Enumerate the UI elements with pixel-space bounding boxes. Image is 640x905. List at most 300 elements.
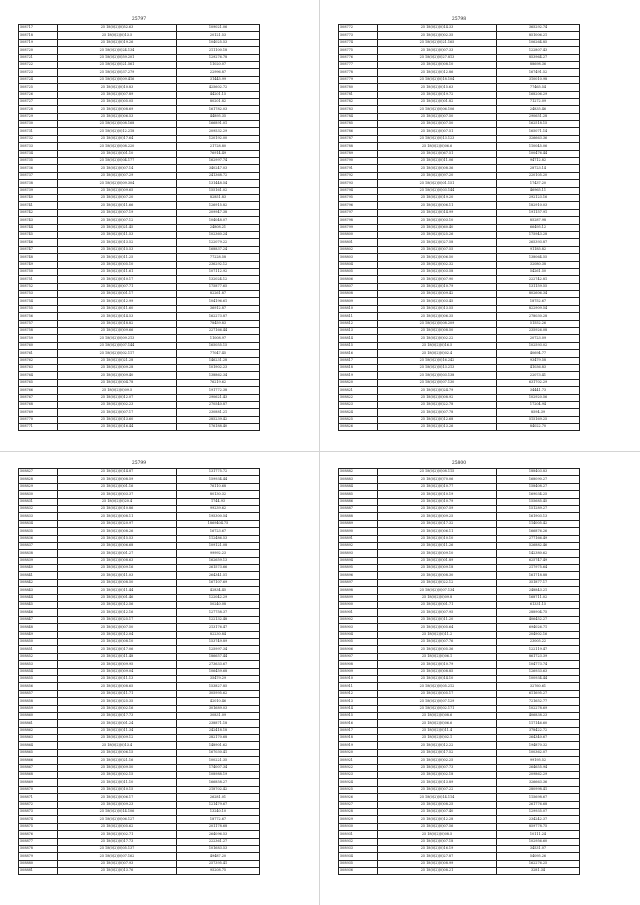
table-row xyxy=(19,268,260,275)
amount-cell: 18772.67 xyxy=(177,816,260,823)
table-row xyxy=(339,98,580,105)
table-row xyxy=(19,194,260,201)
record-number-cell: 508768 xyxy=(19,401,58,408)
record-number-cell: 508906 xyxy=(339,646,378,653)
amount-cell: 861723.39 xyxy=(497,653,580,660)
record-number-cell: 508927 xyxy=(339,801,378,808)
table-row xyxy=(19,172,260,179)
code-cell: 25 18(0(2)(0)14.10 xyxy=(378,675,497,682)
record-number-cell: 508780 xyxy=(339,84,378,91)
amount-cell: 122042.29 xyxy=(177,594,260,601)
code-cell: 25 18(0(2)(0)25.35 xyxy=(58,698,177,705)
record-number-cell: 508883 xyxy=(339,476,378,483)
amount-cell: 129935.07 xyxy=(497,808,580,815)
amount-cell: 17437.20 xyxy=(497,180,580,187)
table-row xyxy=(339,25,580,32)
table-row xyxy=(19,602,260,609)
code-cell: 25 18(0(2)(0)21.16 xyxy=(58,757,177,764)
code-cell: 25 18(0(2)(0)01.82 xyxy=(378,98,497,105)
code-cell: 25 18(0(2)(0)16.19 xyxy=(378,845,497,852)
code-cell: 25 18(0(2)(0)13.76 xyxy=(58,868,177,875)
table-row xyxy=(339,350,580,357)
code-cell: 25 18(0(2)(0)11.13 xyxy=(58,675,177,682)
amount-cell: 161903.13 xyxy=(497,513,580,520)
record-number-cell: 508808 xyxy=(339,291,378,298)
record-number-cell: 508767 xyxy=(19,394,58,401)
amount-cell: 121479.67 xyxy=(177,801,260,808)
record-number-cell: 508853 xyxy=(19,661,58,668)
table-row xyxy=(19,727,260,734)
amount-cell: 22996.87 xyxy=(177,69,260,76)
record-number-cell: 508840 xyxy=(19,565,58,572)
code-cell: 25 18(0(2)(0)09.95 xyxy=(58,661,177,668)
amount-cell: 162276.25 xyxy=(497,860,580,867)
record-number-cell: 508723 xyxy=(19,69,58,76)
code-cell: 25 18(0(2)(0)07.20 xyxy=(58,194,177,201)
code-cell: 25 18(0(2)(0)12.218 xyxy=(58,128,177,135)
amount-cell: 44895.35 xyxy=(177,113,260,120)
record-number-cell: 508832 xyxy=(19,505,58,512)
amount-cell: 24808.21 xyxy=(177,224,260,231)
record-number-cell: 508764 xyxy=(19,372,58,379)
code-cell: 25 18(0(2)(0)09.12 xyxy=(58,735,177,742)
amount-cell: 78459.83 xyxy=(177,320,260,327)
code-cell: 25 18(0(2)(0)02.23 xyxy=(58,401,177,408)
table-row xyxy=(339,868,580,875)
page-title: 25797 xyxy=(131,17,147,22)
table-row xyxy=(19,513,260,520)
code-cell: 25 18(0(2)(0)10.86 xyxy=(58,505,177,512)
table-row xyxy=(339,209,580,216)
amount-cell: 278030.28 xyxy=(497,313,580,320)
record-number-cell: 508793 xyxy=(339,180,378,187)
table-row xyxy=(339,76,580,83)
table-row xyxy=(19,409,260,416)
record-number-cell: 508914 xyxy=(339,705,378,712)
table-row xyxy=(339,313,580,320)
code-cell: 25 18(0(2)(0)07.93 xyxy=(58,860,177,867)
amount-cell: 131448.54 xyxy=(177,180,260,187)
code-cell: 25 18(0(2)(0)07.73 xyxy=(378,764,497,771)
amount-cell: 28723.14 xyxy=(497,165,580,172)
amount-cell: 257395.41 xyxy=(177,860,260,867)
code-cell: 25 18(0(2)(0)59.201 xyxy=(58,54,177,61)
amount-cell: 77465.54 xyxy=(497,84,580,91)
record-number-cell: 508849 xyxy=(19,631,58,638)
record-number-cell: 508864 xyxy=(19,742,58,749)
amount-cell: 77047.45 xyxy=(177,350,260,357)
record-number-cell: 508858 xyxy=(19,698,58,705)
ledger-table xyxy=(338,468,580,875)
table-row xyxy=(339,224,580,231)
record-number-cell: 508868 xyxy=(19,772,58,779)
amount-cell: 11008.97 xyxy=(177,335,260,342)
amount-cell: 265393.87 xyxy=(497,239,580,246)
amount-cell: 162659.13 xyxy=(177,557,260,564)
code-cell: 25 18(0(2)(0)07.55 xyxy=(378,246,497,253)
code-cell: 25 18(0(2)(0)06.50 xyxy=(378,254,497,261)
page-thumbnail-4[interactable] xyxy=(320,452,640,904)
record-number-cell: 508918 xyxy=(339,735,378,742)
record-number-cell: 508747 xyxy=(19,246,58,253)
amount-cell: 721652.77 xyxy=(497,698,580,705)
code-cell: 25 18(0(2)(0)05.137 xyxy=(58,845,177,852)
amount-cell: 611695.27 xyxy=(497,690,580,697)
code-cell: 25 18(0(2)(0)05.05 xyxy=(58,98,177,105)
table-row xyxy=(339,194,580,201)
amount-cell: 167107.69 xyxy=(177,579,260,586)
record-number-cell: 508921 xyxy=(339,757,378,764)
code-cell: 25 18(0(2)(0)09.65 xyxy=(58,187,177,194)
record-number-cell: 508786 xyxy=(339,128,378,135)
code-cell: 25 18(0(2)(0)07.90 xyxy=(378,276,497,283)
amount-cell: 148901.62 xyxy=(177,742,260,749)
code-cell: 25 18(0(2)(0)07.50 xyxy=(378,113,497,120)
amount-cell: 8594.39 xyxy=(497,409,580,416)
table-row xyxy=(339,180,580,187)
record-number-cell: 508878 xyxy=(19,845,58,852)
amount-cell: 851006.21 xyxy=(497,32,580,39)
code-cell: 25 18(0(2)(0)07.144 xyxy=(58,342,177,349)
amount-cell: 35479.29 xyxy=(177,675,260,682)
amount-cell: 146231.28 xyxy=(177,357,260,364)
code-cell: 25 18(0(2)(0)17.52 xyxy=(378,749,497,756)
table-row xyxy=(19,76,260,83)
amount-cell: 142380.62 xyxy=(497,550,580,557)
record-number-cell: 508841 xyxy=(19,572,58,579)
record-number-cell: 508788 xyxy=(339,143,378,150)
record-number-cell: 508865 xyxy=(19,749,58,756)
page-thumbnail-1[interactable] xyxy=(0,0,320,452)
record-number-cell: 508880 xyxy=(19,860,58,867)
table-row xyxy=(19,121,260,128)
code-cell: 25 18(0(2)(0)07.18 xyxy=(378,838,497,845)
record-number-cell: 508843 xyxy=(19,587,58,594)
table-row xyxy=(339,268,580,275)
table-row xyxy=(339,624,580,631)
code-cell: 25 18(0(2)(0)15.53 xyxy=(58,246,177,253)
code-cell: 25 18(0(2)(0)02.171 xyxy=(378,705,497,712)
table-row xyxy=(339,779,580,786)
table-row xyxy=(19,868,260,875)
amount-cell: 122119.47 xyxy=(497,646,580,653)
table-row xyxy=(339,394,580,401)
code-cell: 25 18(0(2)(0)11.60 xyxy=(58,305,177,312)
record-number-cell: 508750 xyxy=(19,268,58,275)
code-cell: 25 18(0(2)(0)25.17 xyxy=(58,616,177,623)
table-row xyxy=(339,128,580,135)
code-cell: 25 18(0(2)(0)09.213 xyxy=(58,335,177,342)
table-row xyxy=(339,135,580,142)
amount-cell: 88698.36 xyxy=(497,61,580,68)
record-number-cell: 508801 xyxy=(339,239,378,246)
code-cell: 25 18(0(2)(0)15.53 xyxy=(58,535,177,542)
amount-cell: 102278.69 xyxy=(497,705,580,712)
amount-cell: 174007.34 xyxy=(177,764,260,771)
code-cell: 25 18(0(2)(0)03.37 xyxy=(58,491,177,498)
code-cell: 25 18(0(2)(0)13.213 xyxy=(378,364,497,371)
amount-cell: 82230.84 xyxy=(177,631,260,638)
amount-cell: 101683.53 xyxy=(177,845,260,852)
table-row xyxy=(19,845,260,852)
amount-cell: 22073.41 xyxy=(497,372,580,379)
record-number-cell: 508721 xyxy=(19,54,58,61)
record-number-cell: 508760 xyxy=(19,342,58,349)
amount-cell: 273633.67 xyxy=(177,661,260,668)
table-row xyxy=(19,698,260,705)
table-row xyxy=(339,469,580,476)
code-cell: 25 18(0(2)(0)07.59 xyxy=(378,505,497,512)
amount-cell: 165071.14 xyxy=(497,128,580,135)
record-number-cell: 508875 xyxy=(19,823,58,830)
amount-cell: 290651.28 xyxy=(497,113,580,120)
record-number-cell: 508912 xyxy=(339,690,378,697)
amount-cell: 182910.03 xyxy=(497,202,580,209)
record-number-cell: 508797 xyxy=(339,209,378,216)
code-cell: 25 18(0(2)(0)08.21 xyxy=(378,868,497,875)
amount-cell: 155685.45 xyxy=(497,498,580,505)
table-row xyxy=(339,305,580,312)
amount-cell: 326663.36 xyxy=(497,779,580,786)
table-row xyxy=(339,513,580,520)
code-cell: 25 18(0(2)(0)11.2 xyxy=(378,631,497,638)
table-row xyxy=(339,542,580,549)
code-cell: 25 18(0(2)(0)07.19 xyxy=(58,209,177,216)
amount-cell: 175943.28 xyxy=(497,231,580,238)
record-number-cell: 508930 xyxy=(339,823,378,830)
record-number-cell: 508919 xyxy=(339,742,378,749)
record-number-cell: 508725 xyxy=(19,84,58,91)
amount-cell: 11020.07 xyxy=(177,61,260,68)
amount-cell: 26281.01 xyxy=(177,794,260,801)
table-row xyxy=(19,39,260,46)
table-row xyxy=(339,357,580,364)
amount-cell: 110045.06 xyxy=(497,143,580,150)
table-row xyxy=(19,742,260,749)
code-cell: 25 18(0(2)(0)08.10 xyxy=(58,638,177,645)
record-number-cell: 508922 xyxy=(339,764,378,771)
table-row xyxy=(339,535,580,542)
amount-cell: 161782.03 xyxy=(177,106,260,113)
table-row xyxy=(19,638,260,645)
table-row xyxy=(19,801,260,808)
record-number-cell: 508900 xyxy=(339,602,378,609)
amount-cell: 285239.42 xyxy=(177,416,260,423)
code-cell: 25 18(0(2)(0)10.77 xyxy=(378,483,497,490)
record-number-cell: 508717 xyxy=(19,25,58,32)
table-row xyxy=(19,54,260,61)
amount-cell: 115698.67 xyxy=(497,794,580,801)
record-number-cell: 508842 xyxy=(19,579,58,586)
amount-cell: 104025.53 xyxy=(177,39,260,46)
record-number-cell: 508819 xyxy=(339,372,378,379)
amount-cell: 166876.26 xyxy=(497,528,580,535)
table-row xyxy=(339,528,580,535)
code-cell: 25 18(0(2)(0)04.177 xyxy=(58,158,177,165)
code-cell: 25 18(0(2)(0)10.15 xyxy=(58,786,177,793)
amount-cell: 166858.27 xyxy=(177,779,260,786)
code-cell: 25 18(0(2)(0)08.26 xyxy=(58,528,177,535)
table-row xyxy=(339,772,580,779)
table-row xyxy=(339,661,580,668)
amount-cell: 24835.46 xyxy=(497,106,580,113)
amount-cell: 211100.18 xyxy=(177,47,260,54)
table-row xyxy=(19,98,260,105)
amount-cell: 365292.74 xyxy=(497,25,580,32)
code-cell: 25 18(0(2)(0)14.106 xyxy=(58,808,177,815)
record-number-cell: 508908 xyxy=(339,661,378,668)
amount-cell: 340247.03 xyxy=(177,165,260,172)
record-number-cell: 508931 xyxy=(339,831,378,838)
table-row xyxy=(339,424,580,431)
record-number-cell: 508791 xyxy=(339,165,378,172)
table-row xyxy=(339,801,580,808)
amount-cell: 277166.49 xyxy=(497,535,580,542)
record-number-cell: 508820 xyxy=(339,379,378,386)
code-cell: 25 18(0(2)(0)10.19 xyxy=(378,491,497,498)
code-cell: 25 18(0(2)(0)21.28 xyxy=(58,357,177,364)
record-number-cell: 508817 xyxy=(339,357,378,364)
amount-cell: 264340.67 xyxy=(497,735,580,742)
page-title: 25798 xyxy=(451,17,467,22)
amount-cell: 104773.74 xyxy=(497,661,580,668)
code-cell: 25 18(0(2)(0)06.53 xyxy=(58,113,177,120)
record-number-cell: 508869 xyxy=(19,779,58,786)
record-number-cell: 508732 xyxy=(19,135,58,142)
amount-cell: 34531.07 xyxy=(497,845,580,852)
record-number-cell: 508828 xyxy=(19,476,58,483)
code-cell: 25 18(0(2)(0)08.115 xyxy=(378,469,497,476)
record-number-cell: 508763 xyxy=(19,364,58,371)
record-number-cell: 508884 xyxy=(339,483,378,490)
code-cell: 25 18(0(2)(0)07.17 xyxy=(58,409,177,416)
table-row xyxy=(339,690,580,697)
amount-cell: 3281.34 xyxy=(497,868,580,875)
code-cell: 25 18(0(2)(0)17.06 xyxy=(58,646,177,653)
code-cell: 25 18(0(2)(0)06.127 xyxy=(58,816,177,823)
table-row xyxy=(339,683,580,690)
ledger-table xyxy=(338,24,580,431)
code-cell: 25 18(0(2)(0)06.17 xyxy=(58,794,177,801)
table-row xyxy=(339,150,580,157)
table-row xyxy=(19,661,260,668)
table-row xyxy=(19,469,260,476)
record-number-cell: 508739 xyxy=(19,187,58,194)
record-number-cell: 508899 xyxy=(339,594,378,601)
code-cell: 25 18(0(2)(0)09.23 xyxy=(58,801,177,808)
record-number-cell: 508862 xyxy=(19,727,58,734)
code-cell: 25 18(0(2)(0)02.35 xyxy=(378,32,497,39)
code-cell: 25 18(0(2)(0)52.63 xyxy=(58,25,177,32)
record-number-cell: 508743 xyxy=(19,217,58,224)
record-number-cell: 508795 xyxy=(339,194,378,201)
page-thumbnail-3[interactable] xyxy=(0,452,320,904)
record-number-cell: 508773 xyxy=(339,32,378,39)
record-number-cell: 508847 xyxy=(19,616,58,623)
table-row xyxy=(19,350,260,357)
record-number-cell: 508811 xyxy=(339,313,378,320)
code-cell: 25 18(0(2)(0)09.416 xyxy=(58,76,177,83)
amount-cell: 95208.75 xyxy=(177,868,260,875)
table-row xyxy=(19,779,260,786)
table-row xyxy=(19,342,260,349)
amount-cell: 853964.27 xyxy=(497,54,580,61)
amount-cell: 77228.58 xyxy=(177,254,260,261)
table-row xyxy=(339,698,580,705)
record-number-cell: 508855 xyxy=(19,675,58,682)
table-row xyxy=(339,202,580,209)
code-cell: 25 18(0(2)(0)01.17 xyxy=(58,291,177,298)
code-cell: 25 18(0(2)(0)13.89 xyxy=(378,779,497,786)
code-cell: 25 18(0(2)(0)09.40 xyxy=(58,372,177,379)
code-cell: 25 18(0(2)(0)18.82 xyxy=(58,320,177,327)
table-row xyxy=(339,172,580,179)
code-cell: 25 18(0(2)(0)06.1 xyxy=(378,653,497,660)
record-number-cell: 508782 xyxy=(339,98,378,105)
record-number-cell: 508877 xyxy=(19,838,58,845)
record-number-cell: 508769 xyxy=(19,409,58,416)
amount-cell: 241368.72 xyxy=(177,172,260,179)
record-number-cell: 508779 xyxy=(339,76,378,83)
record-number-cell: 508926 xyxy=(339,794,378,801)
amount-cell: 378422.72 xyxy=(497,727,580,734)
code-cell: 25 18(0(2)(0)08.11 xyxy=(58,513,177,520)
table-row xyxy=(339,831,580,838)
amount-cell: 162518.15 xyxy=(497,121,580,128)
amount-cell: 102593.02 xyxy=(497,342,580,349)
table-row xyxy=(19,772,260,779)
code-cell: 25 18(0(2)(0)13.4 xyxy=(58,742,177,749)
table-row xyxy=(19,705,260,712)
amount-cell: 167491.52 xyxy=(497,69,580,76)
table-row xyxy=(19,646,260,653)
table-row xyxy=(19,816,260,823)
table-row xyxy=(19,47,260,54)
record-number-cell: 508901 xyxy=(339,609,378,616)
code-cell: 25 18(0(2)(0)19.26 xyxy=(58,39,177,46)
code-cell: 25 18(0(2)(0)07.89 xyxy=(58,91,177,98)
amount-cell: 23005.22 xyxy=(497,638,580,645)
code-cell: 25 18(0(2)(0)09.10 xyxy=(378,550,497,557)
code-cell: 25 18(0(2)(0)08.59 xyxy=(58,476,177,483)
table-row xyxy=(19,749,260,756)
code-cell: 25 18(0(2)(0)02.1 xyxy=(378,735,497,742)
amount-cell: 261776.68 xyxy=(497,801,580,808)
table-row xyxy=(339,47,580,54)
code-cell: 25 18(0(2)(0)01.10 xyxy=(58,150,177,157)
table-row xyxy=(339,609,580,616)
page-thumbnail-2[interactable] xyxy=(320,0,640,452)
record-number-cell: 508729 xyxy=(19,113,58,120)
code-cell: 25 18(0(2)(0)06.6 xyxy=(378,720,497,727)
code-cell: 25 18(0(2)(0)70.06 xyxy=(378,476,497,483)
record-number-cell: 508784 xyxy=(339,113,378,120)
table-row xyxy=(339,32,580,39)
code-cell: 25 18(0(2)(0)06.15 xyxy=(58,749,177,756)
table-row xyxy=(19,32,260,39)
code-cell: 25 18(0(2)(0)03.144 xyxy=(378,187,497,194)
record-number-cell: 508809 xyxy=(339,298,378,305)
code-cell: 25 18(0(2)(0)18.104 xyxy=(378,76,497,83)
amount-cell: 282170.68 xyxy=(177,735,260,742)
record-number-cell: 508771 xyxy=(19,424,58,431)
amount-cell: 109021.06 xyxy=(177,25,260,32)
amount-cell: 191157.91 xyxy=(497,209,580,216)
table-row xyxy=(339,283,580,290)
table-row xyxy=(339,416,580,423)
table-row xyxy=(19,61,260,68)
record-number-cell: 508891 xyxy=(339,535,378,542)
